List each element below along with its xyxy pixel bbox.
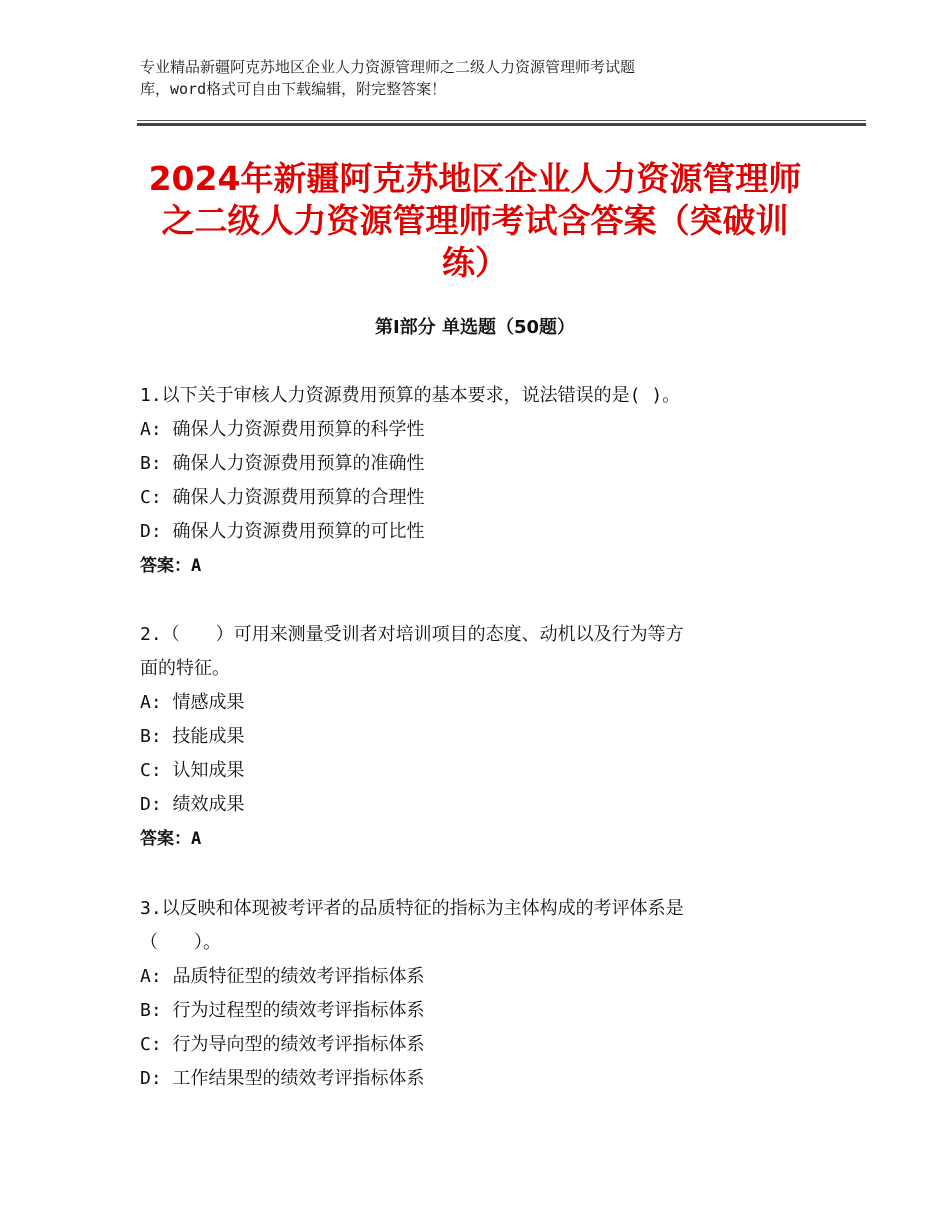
question-1 (140, 379, 820, 583)
option-d: D: 确保人力资源费用预算的可比性 (140, 521, 425, 542)
option-b: B: 行为过程型的绩效考评指标体系 (140, 1000, 425, 1021)
question-stem: 3.以反映和体现被考评者的品质特征的指标为主体构成的考评体系是 (140, 898, 684, 919)
title-line-2: 之二级人力资源管理师考试含答案（突破训 (161, 201, 789, 240)
question-2 (140, 618, 820, 856)
answer (140, 549, 820, 583)
header-note-line-1: 专业精品新疆阿克苏地区企业人力资源管理师之二级人力资源管理师考试题 (140, 58, 636, 76)
answer-label: 答案： (140, 556, 191, 576)
question-stem: 1.以下关于审核人力资源费用预算的基本要求，说法错误的是( )。 (140, 385, 681, 406)
question-stem: 2.（ ）可用来测量受训者对培训项目的态度、动机以及行为等方 (140, 624, 684, 645)
option-c: C: 确保人力资源费用预算的合理性 (140, 487, 425, 508)
answer-value: A (191, 829, 202, 849)
option-b: B: 技能成果 (140, 726, 245, 747)
section-title: 第Ⅰ部分 单选题（50题） (374, 317, 575, 338)
header-note (140, 56, 800, 100)
answer (140, 822, 820, 856)
option-d: D: 工作结果型的绩效考评指标体系 (140, 1068, 425, 1089)
answer-value: A (191, 556, 202, 576)
header-divider-thin (137, 120, 866, 121)
option-a: A: 确保人力资源费用预算的科学性 (140, 419, 425, 440)
option-a: A: 情感成果 (140, 692, 245, 713)
title-line-1: 2024年新疆阿克苏地区企业人力资源管理师 (148, 159, 802, 198)
document-title (100, 158, 850, 284)
question-3 (140, 892, 820, 1096)
option-c: C: 认知成果 (140, 760, 245, 781)
option-d: D: 绩效成果 (140, 794, 245, 815)
answer-label: 答案： (140, 829, 191, 849)
option-b: B: 确保人力资源费用预算的准确性 (140, 453, 425, 474)
option-a: A: 品质特征型的绩效考评指标体系 (140, 966, 425, 987)
title-line-3: 练） (442, 243, 508, 282)
option-c: C: 行为导向型的绩效考评指标体系 (140, 1034, 425, 1055)
question-stem-cont: 面的特征。 (140, 658, 230, 679)
header-note-line-2: 库，word格式可自由下载编辑，附完整答案！ (140, 80, 447, 98)
header-divider-thick (137, 123, 866, 126)
question-stem-cont: （ ）。 (140, 932, 221, 953)
